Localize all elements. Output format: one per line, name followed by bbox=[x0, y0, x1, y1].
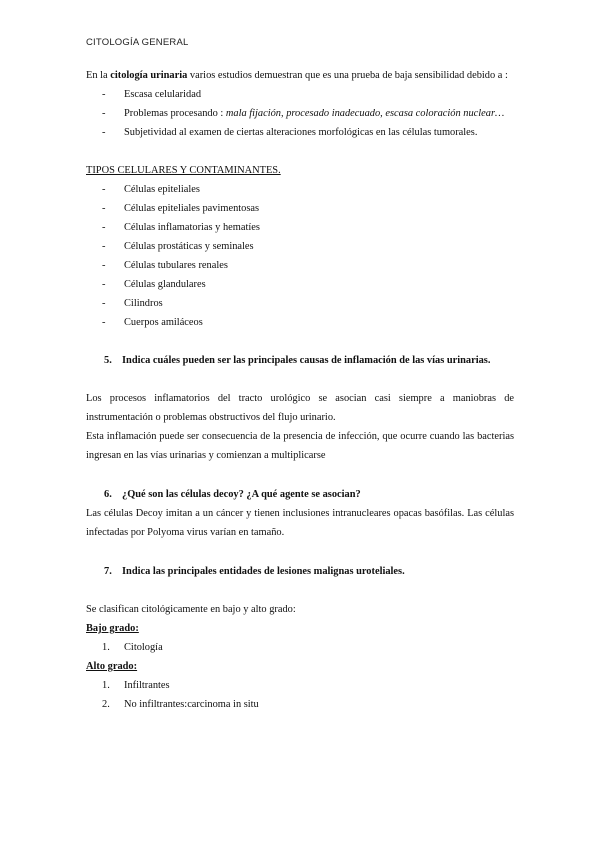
low-grade-list bbox=[86, 638, 514, 657]
intro-post: varios estudios demuestran que es una prueba de baja sensibilidad debido a : bbox=[187, 70, 508, 81]
high-grade-list bbox=[86, 676, 514, 714]
list-item: - Escasa celularidad bbox=[86, 85, 514, 104]
list-item: 1. Citología bbox=[102, 642, 163, 653]
answer-7-paragraph: Se clasifican citológicamente en bajo y alto grado: bbox=[86, 604, 296, 615]
list-item: - Células tubulares renales bbox=[86, 256, 514, 275]
answer-5-paragraph-1: Los procesos inflamatorios del tracto urológico se asocian casi siempre a maniobras de instrumentación o problemas obstructivos del flujo urinario. bbox=[86, 393, 514, 423]
list-item: - Células prostáticas y seminales bbox=[86, 237, 514, 256]
answer-6-paragraph: Las células Decoy imitan a un cáncer y tienen inclusiones intranucleares opacas basófilas. Las células infectadas por Polyoma virus varían en tamaño. bbox=[86, 508, 514, 538]
list-item: - Células epiteliales pavimentosas bbox=[86, 199, 514, 218]
question-6: 6. ¿Qué son las células decoy? ¿A qué agente se asocian? bbox=[104, 489, 361, 500]
section-title-types: TIPOS CELULARES Y CONTAMINANTES. bbox=[86, 165, 281, 176]
list-item: - Subjetividad al examen de ciertas alteraciones morfológicas en las células tumorales. bbox=[86, 123, 514, 142]
list-item: - Células inflamatorias y hematíes bbox=[86, 218, 514, 237]
intro-paragraph bbox=[86, 66, 514, 85]
high-grade-label: Alto grado: bbox=[86, 661, 138, 672]
answer-5-paragraph-2: Esta inflamación puede ser consecuencia de la presencia de infección, que ocurre cuando las bacterias ingresan en las vías urinarias y comienzan a multiplicarse bbox=[86, 431, 514, 461]
list-item: 1. Infiltrantes bbox=[102, 680, 170, 691]
list-item: - Células glandulares bbox=[86, 275, 514, 294]
list-item: - Células epiteliales bbox=[86, 180, 514, 199]
types-list bbox=[86, 180, 514, 332]
page-header: CITOLOGÍA GENERAL bbox=[86, 37, 189, 48]
document-body bbox=[86, 66, 514, 714]
list-item: - Cilindros bbox=[86, 294, 514, 313]
list-item: - Cuerpos amiláceos bbox=[86, 313, 514, 332]
low-grade-label: Bajo grado: bbox=[86, 623, 139, 634]
causes-list bbox=[86, 85, 514, 142]
intro-bold-term: citología urinaria bbox=[110, 70, 188, 81]
intro-pre: En la bbox=[86, 70, 111, 81]
question-7: 7. Indica las principales entidades de lesiones malignas uroteliales. bbox=[104, 566, 405, 577]
list-item: 2. No infiltrantes:carcinoma in situ bbox=[102, 699, 259, 710]
question-5: 5. Indica cuáles pueden ser las principales causas de inflamación de las vías urinarias. bbox=[104, 355, 491, 366]
list-item: - Problemas procesando : mala fijación, procesado inadecuado, escasa coloración nuclear… bbox=[86, 104, 514, 123]
